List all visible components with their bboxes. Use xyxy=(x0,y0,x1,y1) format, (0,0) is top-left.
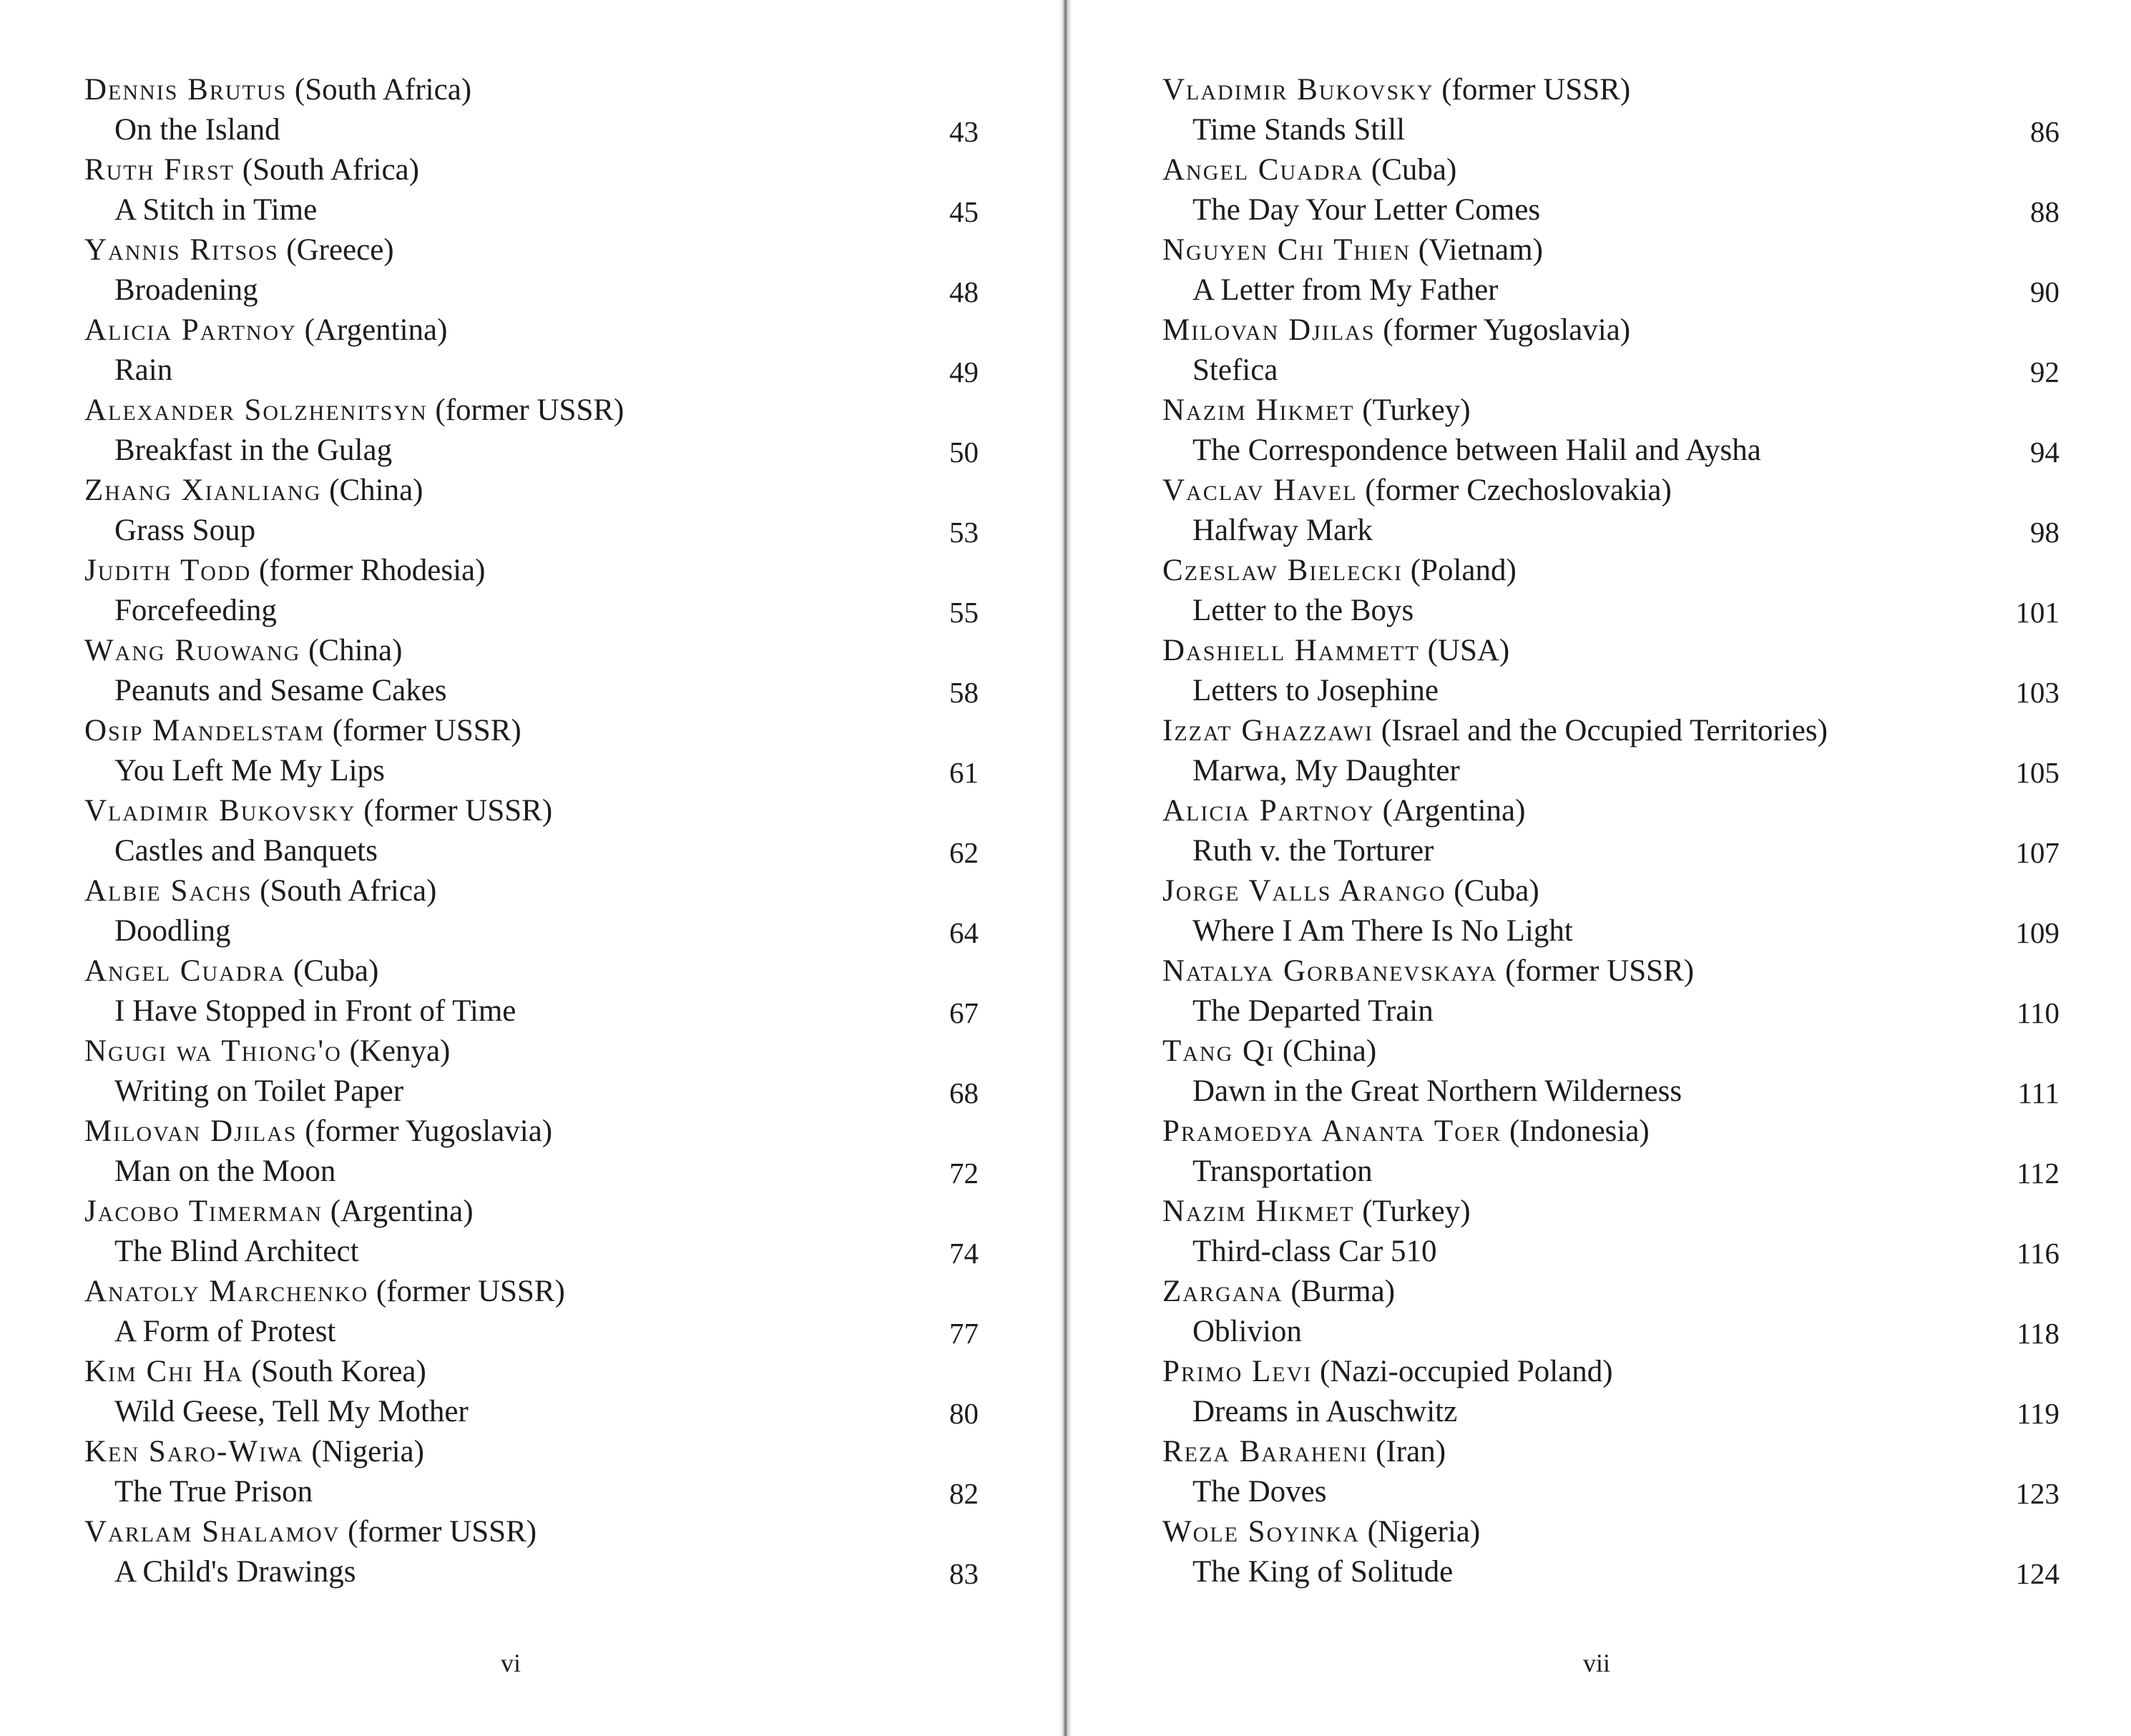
toc-entry xyxy=(84,631,979,711)
author-name: Ngugi wa Thiong'o xyxy=(84,1034,342,1068)
author-line xyxy=(1162,1512,1480,1552)
author-name: Zargana xyxy=(1162,1275,1283,1308)
author-line xyxy=(1162,1031,1376,1071)
author-country: (Indonesia) xyxy=(1509,1114,1650,1148)
page-number: 82 xyxy=(949,1477,979,1510)
author-name: Jorge Valls Arango xyxy=(1162,874,1446,908)
page-number: 80 xyxy=(949,1397,979,1430)
author-country: (Turkey) xyxy=(1362,393,1471,427)
toc-entry xyxy=(1162,1272,2059,1352)
author-country: (Nazi-occupied Poland) xyxy=(1320,1355,1613,1388)
work-title: Dreams in Auschwitz xyxy=(1192,1395,1458,1428)
author-name: Czeslaw Bielecki xyxy=(1162,554,1403,587)
author-name: Milovan Djilas xyxy=(1162,313,1376,347)
work-title: Letter to the Boys xyxy=(1192,594,1414,627)
work-title: Forcefeeding xyxy=(114,594,277,627)
toc-entry xyxy=(1162,391,2059,471)
page-number: 118 xyxy=(2017,1317,2059,1350)
page-folio: vi xyxy=(501,1649,521,1677)
toc-entry xyxy=(84,1352,979,1432)
author-name: Judith Todd xyxy=(84,554,252,587)
author-country: (Burma) xyxy=(1290,1275,1396,1308)
page-number: 103 xyxy=(2015,676,2059,709)
page-number: 119 xyxy=(2017,1397,2059,1430)
work-title: The Correspondence between Halil and Aysha xyxy=(1192,433,1761,467)
author-name: Angel Cuadra xyxy=(1162,153,1364,187)
author-line xyxy=(1162,310,1630,350)
author-line xyxy=(84,310,447,350)
page-number: 109 xyxy=(2015,916,2059,949)
author-country: (USA) xyxy=(1427,634,1510,667)
work-title: A Form of Protest xyxy=(114,1315,336,1348)
author-country: (South Africa) xyxy=(294,73,472,107)
author-name: Alicia Partnoy xyxy=(1162,794,1375,828)
toc-entry xyxy=(84,1432,979,1512)
page-number: 67 xyxy=(949,996,979,1029)
work-title: Wild Geese, Tell My Mother xyxy=(114,1395,469,1428)
work-title: Marwa, My Daughter xyxy=(1192,754,1460,788)
toc-entry xyxy=(84,310,979,391)
author-name: Dashiell Hammett xyxy=(1162,634,1420,667)
work-title: Oblivion xyxy=(1192,1315,1302,1348)
author-country: (former Rhodesia) xyxy=(259,554,486,587)
work-title: The Doves xyxy=(1192,1475,1327,1509)
toc-entry xyxy=(84,551,979,631)
author-name: Nazim Hikmet xyxy=(1162,393,1355,427)
work-title: The Day Your Letter Comes xyxy=(1192,193,1541,227)
author-name: Wang Ruowang xyxy=(84,634,301,667)
author-name: Ruth First xyxy=(84,153,235,187)
author-country: (Turkey) xyxy=(1362,1195,1471,1228)
author-line xyxy=(1162,711,1828,751)
author-name: Reza Baraheni xyxy=(1162,1435,1368,1468)
author-line xyxy=(84,1512,537,1552)
author-country: (former Yugoslavia) xyxy=(1383,313,1631,347)
work-title: Writing on Toilet Paper xyxy=(114,1074,404,1108)
page-number: 98 xyxy=(2030,516,2059,549)
work-title: The King of Solitude xyxy=(1192,1555,1454,1589)
author-country: (China) xyxy=(308,634,403,667)
author-country: (South Africa) xyxy=(242,153,419,187)
toc-entry xyxy=(1162,551,2059,631)
author-country: (Poland) xyxy=(1410,554,1517,587)
toc-entry xyxy=(84,150,979,230)
author-name: Dennis Brutus xyxy=(84,73,288,107)
author-country: (Nigeria) xyxy=(311,1435,424,1468)
work-title: I Have Stopped in Front of Time xyxy=(114,994,516,1028)
toc-entry xyxy=(1162,1031,2059,1112)
work-title: The Blind Architect xyxy=(114,1235,359,1268)
author-line xyxy=(1162,1112,1650,1152)
work-title: A Stitch in Time xyxy=(114,193,318,227)
author-line xyxy=(1162,1352,1613,1392)
page-number: 88 xyxy=(2030,195,2059,228)
right-page xyxy=(1072,0,2131,1736)
work-title: Peanuts and Sesame Cakes xyxy=(114,674,447,707)
author-name: Natalya Gorbanevskaya xyxy=(1162,954,1498,988)
toc-list xyxy=(84,70,979,1592)
author-name: Nguyen Chi Thien xyxy=(1162,233,1411,267)
work-title: Man on the Moon xyxy=(114,1154,336,1188)
author-line xyxy=(84,791,552,831)
work-title: The Departed Train xyxy=(1192,994,1434,1028)
author-line xyxy=(1162,951,1694,991)
work-title: Rain xyxy=(114,353,173,387)
author-line xyxy=(84,70,471,110)
page-number: 72 xyxy=(949,1157,979,1190)
toc-entry xyxy=(84,1112,979,1192)
author-line xyxy=(1162,551,1517,591)
author-country: (former USSR) xyxy=(1441,73,1631,107)
page-number: 64 xyxy=(949,916,979,949)
work-title: Third-class Car 510 xyxy=(1192,1235,1437,1268)
author-country: (China) xyxy=(329,474,423,507)
author-name: Tang Qi xyxy=(1162,1034,1275,1068)
page-number: 94 xyxy=(2030,436,2059,469)
page-number: 53 xyxy=(949,516,979,549)
work-title: Broadening xyxy=(114,273,258,307)
author-line xyxy=(84,1031,450,1071)
author-name: Wole Soyinka xyxy=(1162,1515,1360,1549)
author-country: (Vietnam) xyxy=(1418,233,1543,267)
author-line xyxy=(84,150,419,190)
work-title: Grass Soup xyxy=(114,514,256,547)
page-number: 92 xyxy=(2030,355,2059,388)
author-name: Pramoedya Ananta Toer xyxy=(1162,1114,1502,1148)
author-line xyxy=(1162,1432,1446,1472)
page-number: 111 xyxy=(2017,1077,2059,1109)
toc-entry xyxy=(84,391,979,471)
author-line xyxy=(84,631,402,671)
author-name: Vaclav Havel xyxy=(1162,474,1358,507)
author-name: Yannis Ritsos xyxy=(84,233,279,267)
work-title: Stefica xyxy=(1192,353,1278,387)
page-number: 62 xyxy=(949,836,979,869)
work-title: Transportation xyxy=(1192,1154,1373,1188)
toc-entry xyxy=(84,230,979,310)
toc-entry xyxy=(84,711,979,791)
page-number: 48 xyxy=(949,275,979,308)
author-name: Nazim Hikmet xyxy=(1162,1195,1355,1228)
author-name: Vladimir Bukovsky xyxy=(84,794,356,828)
toc-entry xyxy=(84,1192,979,1272)
author-line xyxy=(1162,471,1672,511)
page-number: 124 xyxy=(2015,1557,2059,1590)
toc-entry xyxy=(1162,471,2059,551)
work-title: Time Stands Still xyxy=(1192,113,1406,147)
toc-entry xyxy=(84,1272,979,1352)
author-country: (Kenya) xyxy=(349,1034,451,1068)
author-name: Kim Chi Ha xyxy=(84,1355,244,1388)
author-country: (former USSR) xyxy=(363,794,553,828)
author-country: (Cuba) xyxy=(293,954,379,988)
work-title: You Left Me My Lips xyxy=(114,754,385,788)
toc-entry xyxy=(1162,1192,2059,1272)
toc-entry xyxy=(84,871,979,951)
toc-entry xyxy=(84,951,979,1031)
page-number: 123 xyxy=(2015,1477,2059,1510)
author-country: (former USSR) xyxy=(435,393,624,427)
page-number: 45 xyxy=(949,195,979,228)
page-number: 112 xyxy=(2017,1157,2059,1190)
author-country: (South Africa) xyxy=(260,874,437,908)
author-country: (Cuba) xyxy=(1454,874,1539,908)
author-line xyxy=(84,951,378,991)
work-title: Where I Am There Is No Light xyxy=(1192,914,1573,948)
page-number: 55 xyxy=(949,596,979,629)
toc-entry xyxy=(1162,791,2059,871)
author-country: (Israel and the Occupied Territories) xyxy=(1381,714,1828,747)
toc-entry xyxy=(1162,871,2059,951)
work-title: Halfway Mark xyxy=(1192,514,1373,547)
page-number: 49 xyxy=(949,355,979,388)
author-country: (Greece) xyxy=(286,233,394,267)
author-name: Ken Saro-Wiwa xyxy=(84,1435,304,1468)
work-title: A Letter from My Father xyxy=(1192,273,1499,307)
author-line xyxy=(1162,871,1539,911)
author-country: (former USSR) xyxy=(332,714,521,747)
toc-entry xyxy=(84,1031,979,1112)
author-name: Milovan Djilas xyxy=(84,1114,298,1148)
author-line xyxy=(84,230,394,270)
author-line xyxy=(1162,791,1525,831)
author-country: (Cuba) xyxy=(1371,153,1457,187)
author-line xyxy=(1162,1192,1471,1232)
page-number: 83 xyxy=(949,1557,979,1590)
author-line xyxy=(84,391,624,431)
author-country: (Argentina) xyxy=(304,313,448,347)
page-number: 116 xyxy=(2017,1237,2059,1270)
toc-entry xyxy=(1162,70,2059,150)
author-name: Alexander Solzhenitsyn xyxy=(84,393,428,427)
author-line xyxy=(84,471,423,511)
author-line xyxy=(1162,1272,1395,1312)
author-name: Angel Cuadra xyxy=(84,954,286,988)
author-line xyxy=(1162,70,1630,110)
author-country: (former USSR) xyxy=(348,1515,537,1549)
page-number: 74 xyxy=(949,1237,979,1270)
author-name: Osip Mandelstam xyxy=(84,714,325,747)
work-title: A Child's Drawings xyxy=(114,1555,356,1589)
author-country: (Iran) xyxy=(1376,1435,1446,1468)
author-country: (China) xyxy=(1282,1034,1377,1068)
work-title: Doodling xyxy=(114,914,231,948)
work-title: Letters to Josephine xyxy=(1192,674,1439,707)
left-page xyxy=(0,0,1059,1736)
page-number: 68 xyxy=(949,1077,979,1109)
toc-entry xyxy=(84,70,979,150)
page-number: 110 xyxy=(2017,996,2059,1029)
work-title: On the Island xyxy=(114,113,280,147)
book-gutter xyxy=(1059,0,1072,1736)
page-number: 58 xyxy=(949,676,979,709)
toc-entry xyxy=(1162,310,2059,391)
author-name: Vladimir Bukovsky xyxy=(1162,73,1434,107)
page-number: 43 xyxy=(949,115,979,148)
author-line xyxy=(1162,631,1509,671)
page-number: 61 xyxy=(949,756,979,789)
toc-entry xyxy=(1162,1352,2059,1432)
author-line xyxy=(84,1352,426,1392)
page-number: 77 xyxy=(949,1317,979,1350)
work-title: Breakfast in the Gulag xyxy=(114,433,393,467)
author-name: Izzat Ghazzawi xyxy=(1162,714,1373,747)
toc-entry xyxy=(1162,711,2059,791)
page-number: 107 xyxy=(2015,836,2059,869)
author-country: (Nigeria) xyxy=(1367,1515,1481,1549)
author-name: Zhang Xianliang xyxy=(84,474,322,507)
author-name: Primo Levi xyxy=(1162,1355,1313,1388)
author-line xyxy=(1162,230,1543,270)
toc-entry xyxy=(1162,951,2059,1031)
author-line xyxy=(84,1432,424,1472)
author-country: (former USSR) xyxy=(376,1275,565,1308)
author-country: (Argentina) xyxy=(330,1195,474,1228)
work-title: Castles and Banquets xyxy=(114,834,378,868)
author-country: (Argentina) xyxy=(1382,794,1526,828)
author-line xyxy=(84,1112,552,1152)
author-name: Varlam Shalamov xyxy=(84,1515,341,1549)
toc-entry xyxy=(1162,150,2059,230)
author-country: (former Yugoslavia) xyxy=(305,1114,553,1148)
author-name: Alicia Partnoy xyxy=(84,313,297,347)
author-line xyxy=(1162,391,1471,431)
author-name: Anatoly Marchenko xyxy=(84,1275,369,1308)
toc-entry xyxy=(1162,1432,2059,1512)
page-number: 90 xyxy=(2030,275,2059,308)
work-title: Dawn in the Great Northern Wilderness xyxy=(1192,1074,1682,1108)
toc-entry xyxy=(84,791,979,871)
toc-entry xyxy=(1162,230,2059,310)
author-line xyxy=(84,1272,565,1312)
author-line xyxy=(84,871,436,911)
toc-entry xyxy=(1162,1112,2059,1192)
author-line xyxy=(84,1192,474,1232)
work-title: The True Prison xyxy=(114,1475,313,1509)
page-number: 105 xyxy=(2015,756,2059,789)
toc-entry xyxy=(1162,631,2059,711)
toc-entry xyxy=(1162,1512,2059,1592)
author-line xyxy=(84,551,485,591)
author-name: Jacobo Timerman xyxy=(84,1195,323,1228)
page-number: 50 xyxy=(949,436,979,469)
page-number: 101 xyxy=(2015,596,2059,629)
toc-entry xyxy=(84,1512,979,1592)
author-name: Albie Sachs xyxy=(84,874,253,908)
author-country: (former USSR) xyxy=(1505,954,1695,988)
page-number: 86 xyxy=(2030,115,2059,148)
page-folio: vii xyxy=(1583,1649,1611,1677)
author-line xyxy=(1162,150,1456,190)
author-country: (former Czechoslovakia) xyxy=(1365,474,1672,507)
author-country: (South Korea) xyxy=(251,1355,426,1388)
toc-list xyxy=(1162,70,2059,1592)
work-title: Ruth v. the Torturer xyxy=(1192,834,1434,868)
toc-entry xyxy=(84,471,979,551)
author-line xyxy=(84,711,521,751)
